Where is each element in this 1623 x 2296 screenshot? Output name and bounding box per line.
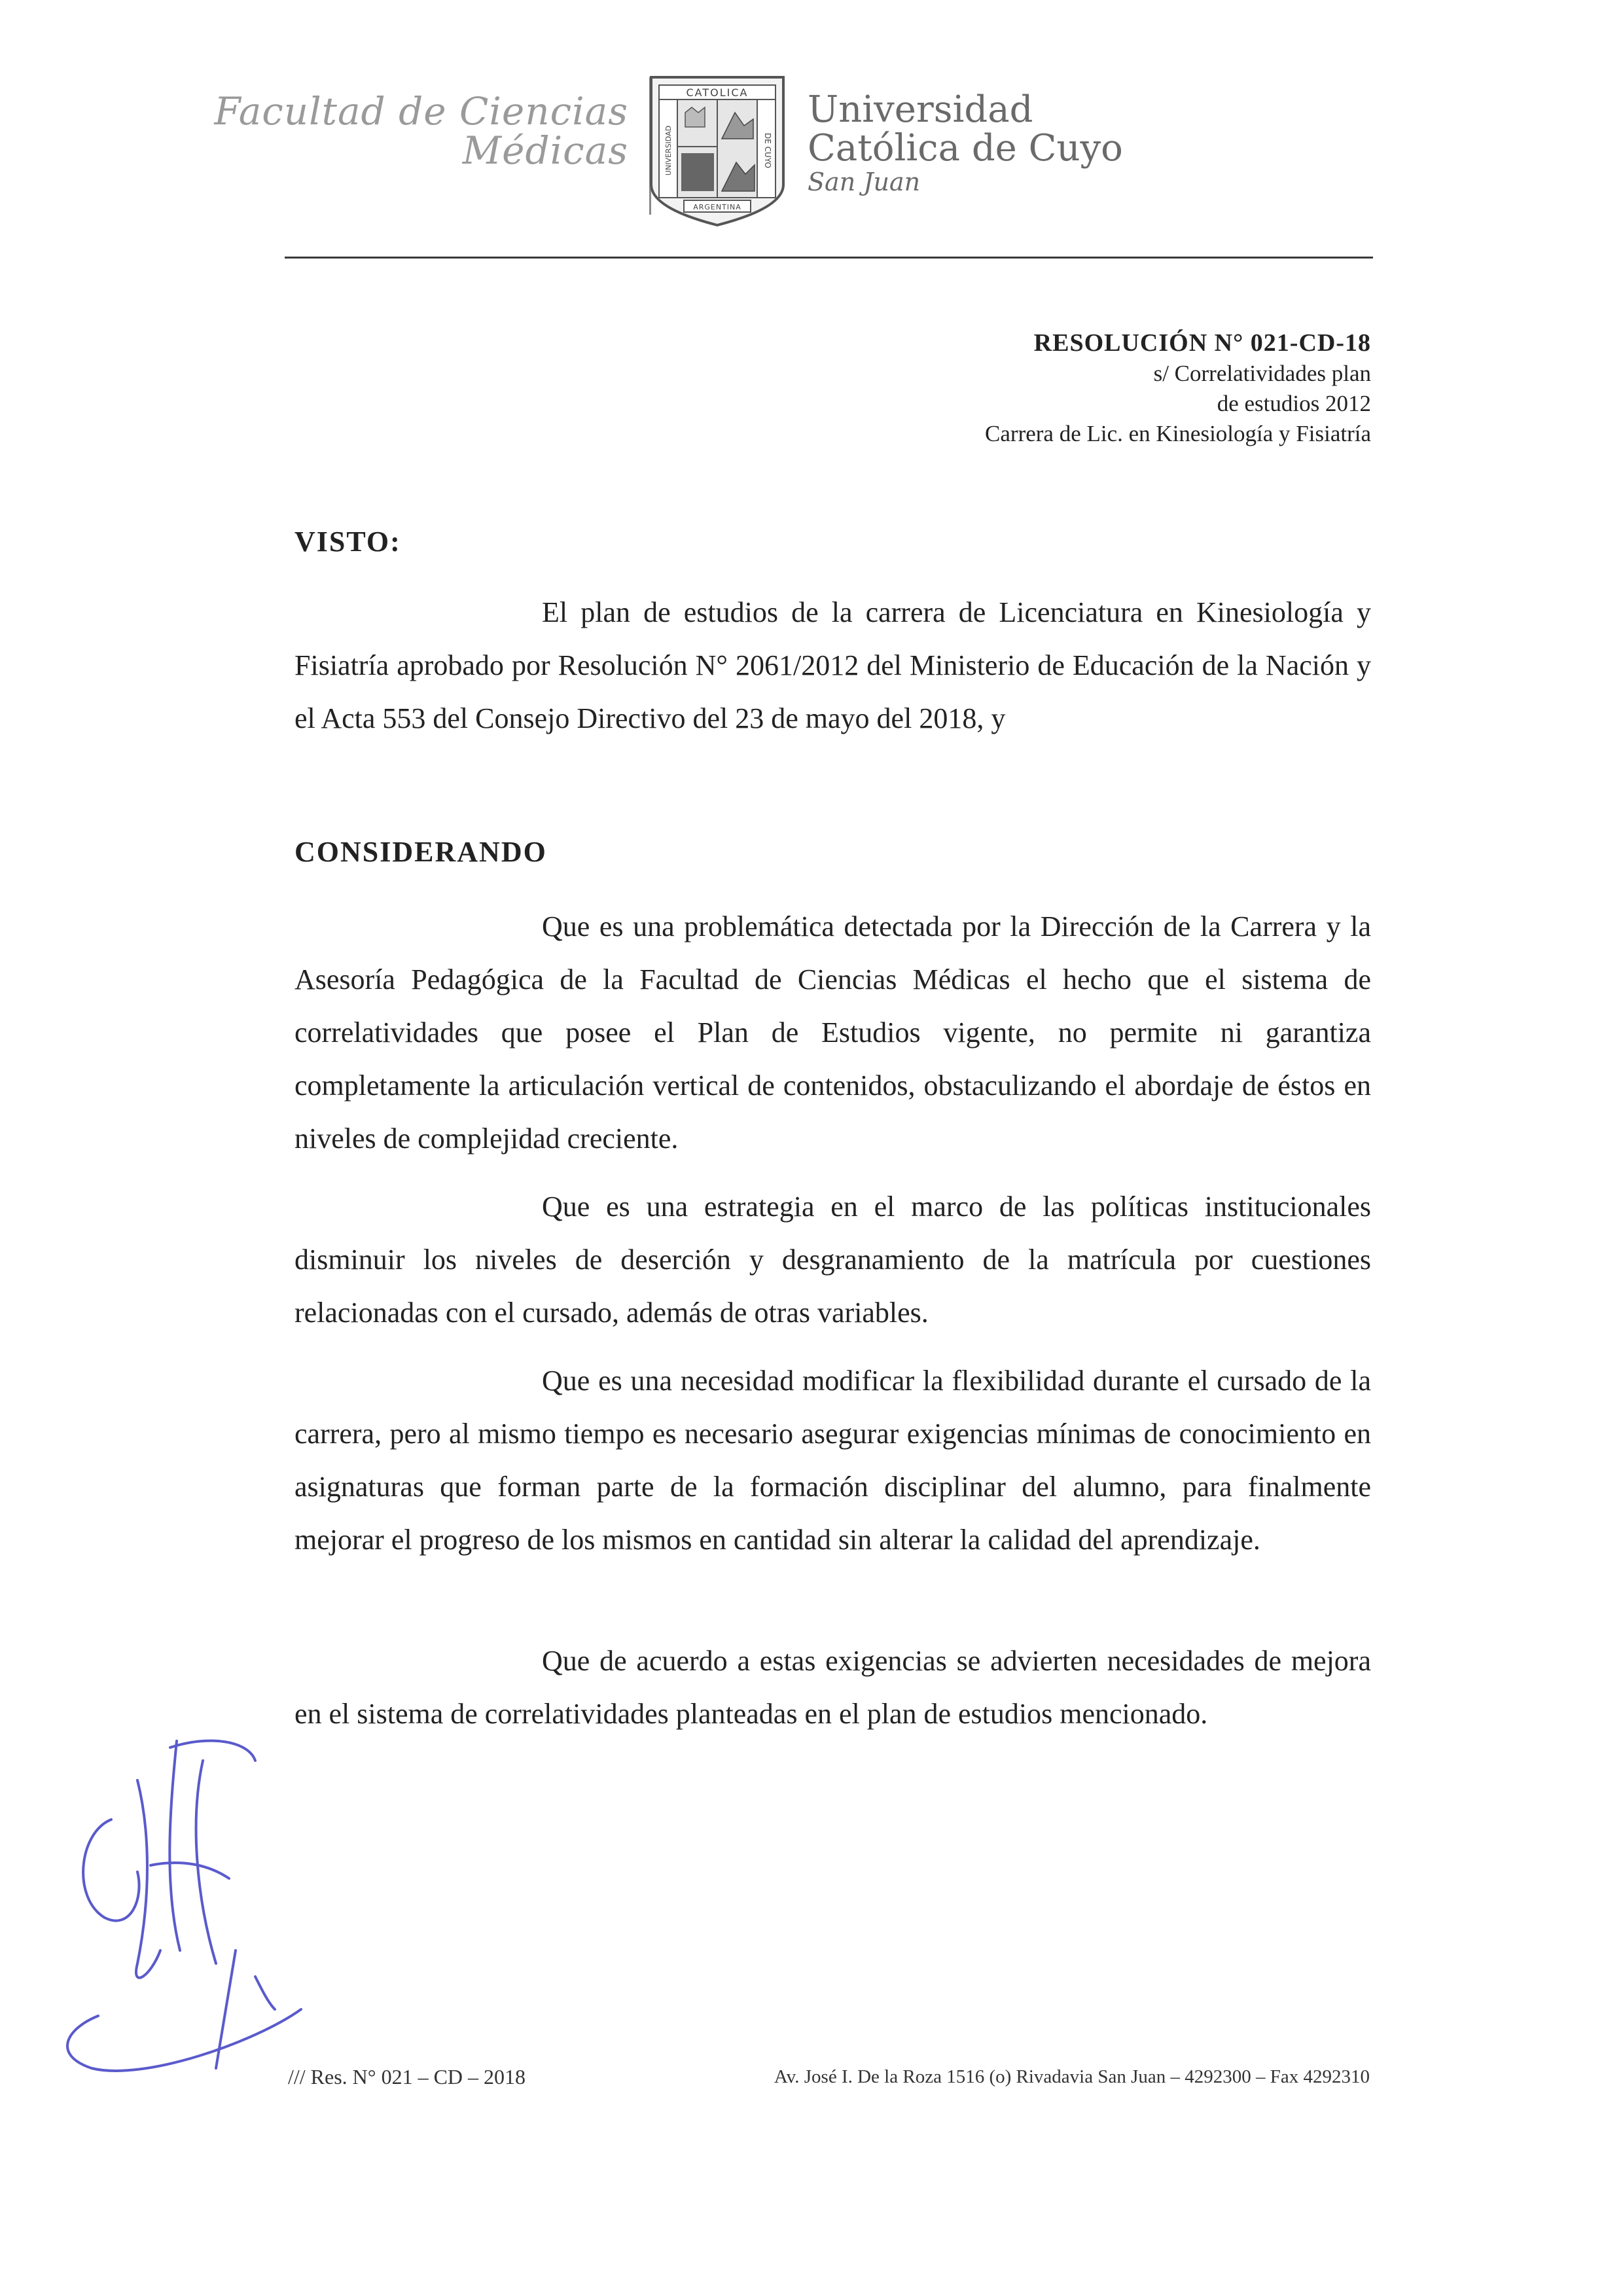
considerando-paragraph-4: Que de acuerdo a estas exigencias se advierten necesidades de mejora en el sistema de correlatividades planteadas en el plan de estudios mencionado. bbox=[294, 1645, 1371, 1730]
visto-paragraph: El plan de estudios de la carrera de Licenciatura en Kinesiología y Fisiatría aprobado por Resolución N° 2061/2012 del Ministerio de Educación de la Nación y el Acta 553 del Consejo Directivo del 23 de mayo del 2018, y bbox=[294, 596, 1371, 734]
handwritten-signature bbox=[39, 1702, 340, 2121]
footer-resolution-ref: /// Res. N° 021 – CD – 2018 bbox=[288, 2065, 526, 2089]
faculty-name bbox=[214, 89, 628, 173]
seal-top-text: CATOLICA bbox=[686, 86, 749, 99]
considerando-paragraph-3: Que es una necesidad modificar la flexibilidad durante el cursado de la carrera, pero al mismo tiempo es necesario asegurar exigencias mínimas de conocimiento en asignaturas que forman parte de la formación disciplinar del alumno, para finalmente mejorar el progreso de los mismos en cantidad sin alterar la calidad del aprendizaje. bbox=[294, 1365, 1371, 1556]
seal-bottom-text: ARGENTINA bbox=[693, 203, 741, 211]
resolution-subject-line1: s/ Correlatividades plan bbox=[1153, 361, 1371, 386]
resolution-number: RESOLUCIÓN N° 021-CD-18 bbox=[1033, 329, 1371, 357]
seal-right-text: DE CUYO bbox=[763, 133, 772, 168]
visto-heading: VISTO: bbox=[294, 526, 401, 558]
university-name-line1: Universidad bbox=[808, 88, 1033, 131]
considerando-paragraph-2: Que es una estrategia en el marco de las políticas institucionales disminuir los niveles de deserción y desgranamiento de la matrícula por cuestiones relacionadas con el cursado, además de otras variables. bbox=[294, 1191, 1371, 1329]
resolution-reference bbox=[985, 327, 1371, 449]
university-name-line2: Católica de Cuyo bbox=[808, 127, 1123, 170]
university-name bbox=[808, 90, 1123, 196]
footer-address: Av. José I. De la Roza 1516 (o) Rivadavia San Juan – 4292300 – Fax 4292310 bbox=[774, 2066, 1370, 2087]
faculty-name-line1: Facultad de Ciencias bbox=[214, 89, 628, 134]
faculty-name-line2: Médicas bbox=[462, 128, 628, 173]
considerando-heading: CONSIDERANDO bbox=[294, 836, 547, 868]
university-seal-logo bbox=[645, 73, 790, 228]
seal-left-text: UNIVERSIDAD bbox=[664, 125, 673, 176]
header-rule bbox=[285, 257, 1373, 259]
resolution-subject-line2: de estudios 2012 bbox=[1217, 391, 1371, 416]
considerando-paragraph-1: Que es una problemática detectada por la Dirección de la Carrera y la Asesoría Pedagógica de la Facultad de Ciencias Médicas el hecho que el sistema de correlatividades que posee el Plan de Estudios vigente, no permite ni garantiza completamente la articulación vertical de contenidos, obstaculizando el abordaje de éstos en niveles de complejidad creciente. bbox=[294, 910, 1371, 1155]
resolution-subject-line3: Carrera de Lic. en Kinesiología y Fisiatría bbox=[985, 421, 1371, 446]
university-city: San Juan bbox=[808, 168, 921, 196]
